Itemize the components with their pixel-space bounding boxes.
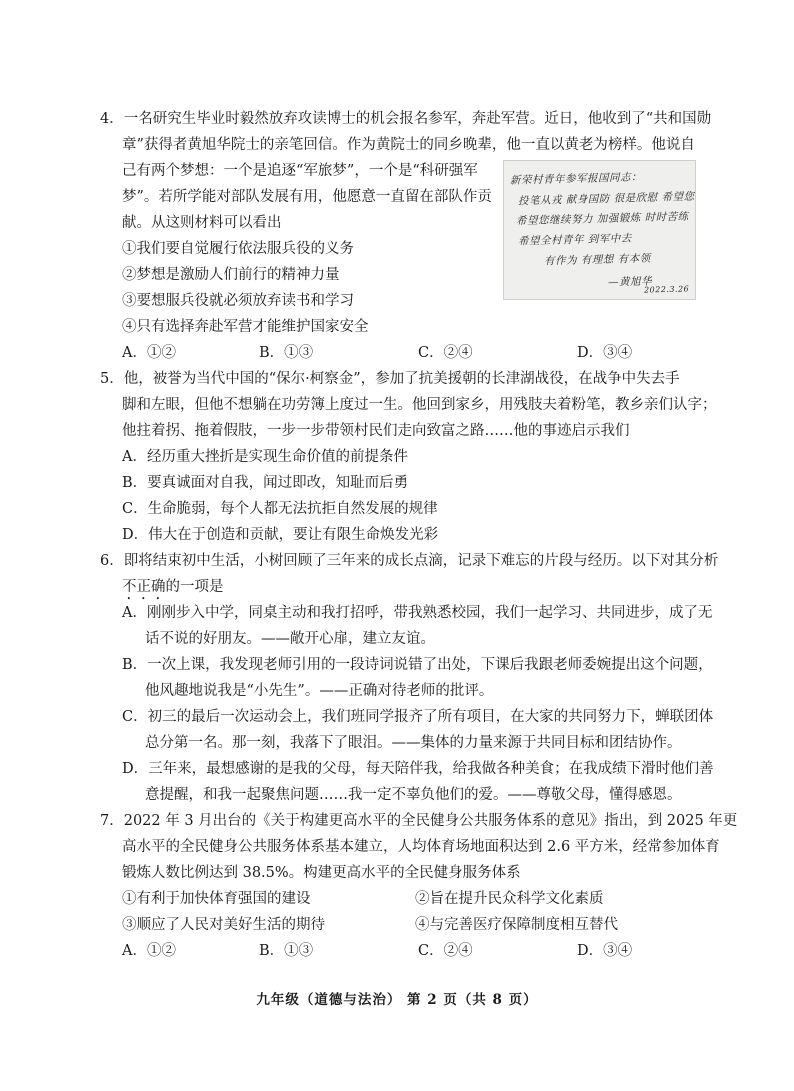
q7-line-2: 高水平的全民健身公共服务体系基本建立，人均体育场地面积达到 2.6 平方米，经常参加体育: [122, 839, 720, 855]
q4-statement-3: ③要想服兵役就必须放弃读书和学习: [122, 293, 354, 309]
q4-statement-4: ④只有选择奔赴军营才能维护国家安全: [122, 319, 369, 335]
q6-option-b-line-1: B．一次上课，我发现老师引用的一段诗词说错了出处，下课后我跟老师委婉提出这个问题，: [122, 657, 713, 673]
q7-statement-1: ①有利于加快体育强国的建设: [122, 891, 311, 907]
q7-statement-3: ③顺应了人民对美好生活的期待: [122, 917, 325, 933]
q5-line-2: 脚和左眼，但他不想躺在功劳簿上度过一生。他回到家乡，用残肢夫着粉笔，教乡亲们认字；: [122, 397, 717, 413]
q7-option-d: D．③④: [577, 943, 633, 959]
q5-line-1: 5．他，被誉为当代中国的“保尔·柯察金”，参加了抗美援朝的长津湖战役，在战争中失去手: [100, 371, 680, 387]
q6-option-c-line-2: 总分第一名。那一刻，我落下了眼泪。——集体的力量来源于共同目标和团结协作。: [145, 735, 682, 751]
q4-line-2: 章”获得者黄旭华院士的亲笔回信。作为黄院士的同乡晚辈，他一直以黄老为榜样。他说自: [122, 137, 695, 153]
q7-option-c: C．②④: [418, 943, 473, 959]
q4-statement-2: ②梦想是激励人们前行的精神力量: [122, 267, 340, 283]
q5-option-b: B．要真诚面对自我，闻过即改，知耻而后勇: [122, 475, 409, 491]
q4-line-5: 献。从这则材料可以看出: [122, 215, 282, 231]
q7-statements-row-1: [122, 888, 682, 910]
q7-line-1: 7．2022 年 3 月出台的《关于构建更高水平的全民健身公共服务体系的意见》指出，到 2025 年更: [100, 813, 738, 829]
q4-statement-1: ①我们要自觉履行依法服兵役的义务: [122, 241, 354, 257]
letter-line-2: 投笔从戎 献身国防 很是欣慰 希望您: [517, 190, 695, 208]
q4-line-1: 4．一名研究生毕业时毅然放弃攻读博士的机会报名参军，奔赴军营。近日，他收到了“共和国勋: [100, 111, 712, 127]
q4-option-b: B．①③: [259, 345, 314, 361]
q5-option-a: A．经历重大挫折是实现生命价值的前提条件: [122, 449, 408, 465]
q7-options: [122, 940, 682, 962]
q6-line-2: [122, 576, 224, 598]
q7-option-b: B．①③: [259, 943, 314, 959]
q5-line-3: 他拄着拐、拖着假肢，一步一步带领村民们走向致富之路……他的事迹启示我们: [122, 423, 630, 439]
letter-line-3: 希望您继续努力 加强锻炼 时时苦练: [515, 210, 689, 228]
q6-line-2-rest: 的一项是: [165, 579, 224, 595]
q4-options: [122, 342, 682, 364]
letter-line-1: 新荣村青年参军报国同志：: [509, 171, 643, 187]
page-footer: 九年级（道德与法治） 第 2 页（共 8 页）: [256, 992, 538, 1008]
q4-option-a: A．①②: [122, 345, 176, 361]
letter-line-4: 希望全村青年 到军中去: [517, 232, 632, 248]
q6-option-c-line-1: C．初三的最后一次运动会上，我们班同学报齐了所有项目，在大家的共同努力下，蝉联团体: [122, 709, 714, 725]
q4-line-4: 梦”。若所学能对部队发展有用，他愿意一直留在部队作贡: [122, 189, 492, 205]
q4-option-d: D．③④: [577, 345, 633, 361]
q6-line-1: 6．即将结束初中生活，小树回顾了三年来的成长点滴，记录下难忘的片段与经历。以下对其分析: [100, 553, 719, 569]
letter-line-5: 有作为 有理想 有本领: [543, 252, 651, 268]
q4-option-c: C．②④: [418, 345, 473, 361]
q6-emphasis-not-correct: 不正确: [122, 579, 166, 595]
q6-option-a-line-2: 话不说的好朋友。——敞开心扉，建立友谊。: [145, 631, 435, 647]
q4-line-3: 己有两个梦想：一个是追逐“军旅梦”，一个是“科研强军: [122, 163, 478, 179]
q6-option-a-line-1: A．刚刚步入中学，同桌主动和我打招呼，带我熟悉校园，我们一起学习、共同进步，成了无: [122, 605, 713, 621]
q6-option-d-line-1: D．三年来，最想感谢的是我的父母，每天陪伴我，给我做各种美食；在我成绩下滑时他们善: [122, 761, 714, 777]
q6-option-d-line-2: 意提醒，和我一起聚焦问题……我一定不辜负他们的爱。——尊敬父母，懂得感恩。: [145, 787, 682, 803]
q6-option-b-line-2: 他风趣地说我是“小先生”。——正确对待老师的批评。: [145, 683, 494, 699]
letter-signature: —黄旭华: [607, 275, 653, 289]
handwritten-letter-image: [503, 160, 696, 300]
q7-line-3: 锻炼人数比例达到 38.5%。构建更高水平的全民健身服务体系: [122, 865, 521, 881]
q7-statement-4: ④与完善医疗保障制度相互替代: [415, 917, 618, 933]
q7-option-a: A．①②: [122, 943, 176, 959]
letter-date: 2022.3.26: [643, 284, 690, 295]
q7-statement-2: ②旨在提升民众科学文化素质: [415, 891, 604, 907]
q5-option-d: D．伟大在于创造和贡献，要让有限生命焕发光彩: [122, 527, 439, 543]
q7-statements-row-2: [122, 914, 682, 936]
q5-option-c: C．生命脆弱，每个人都无法抗拒自然发展的规律: [122, 501, 438, 517]
